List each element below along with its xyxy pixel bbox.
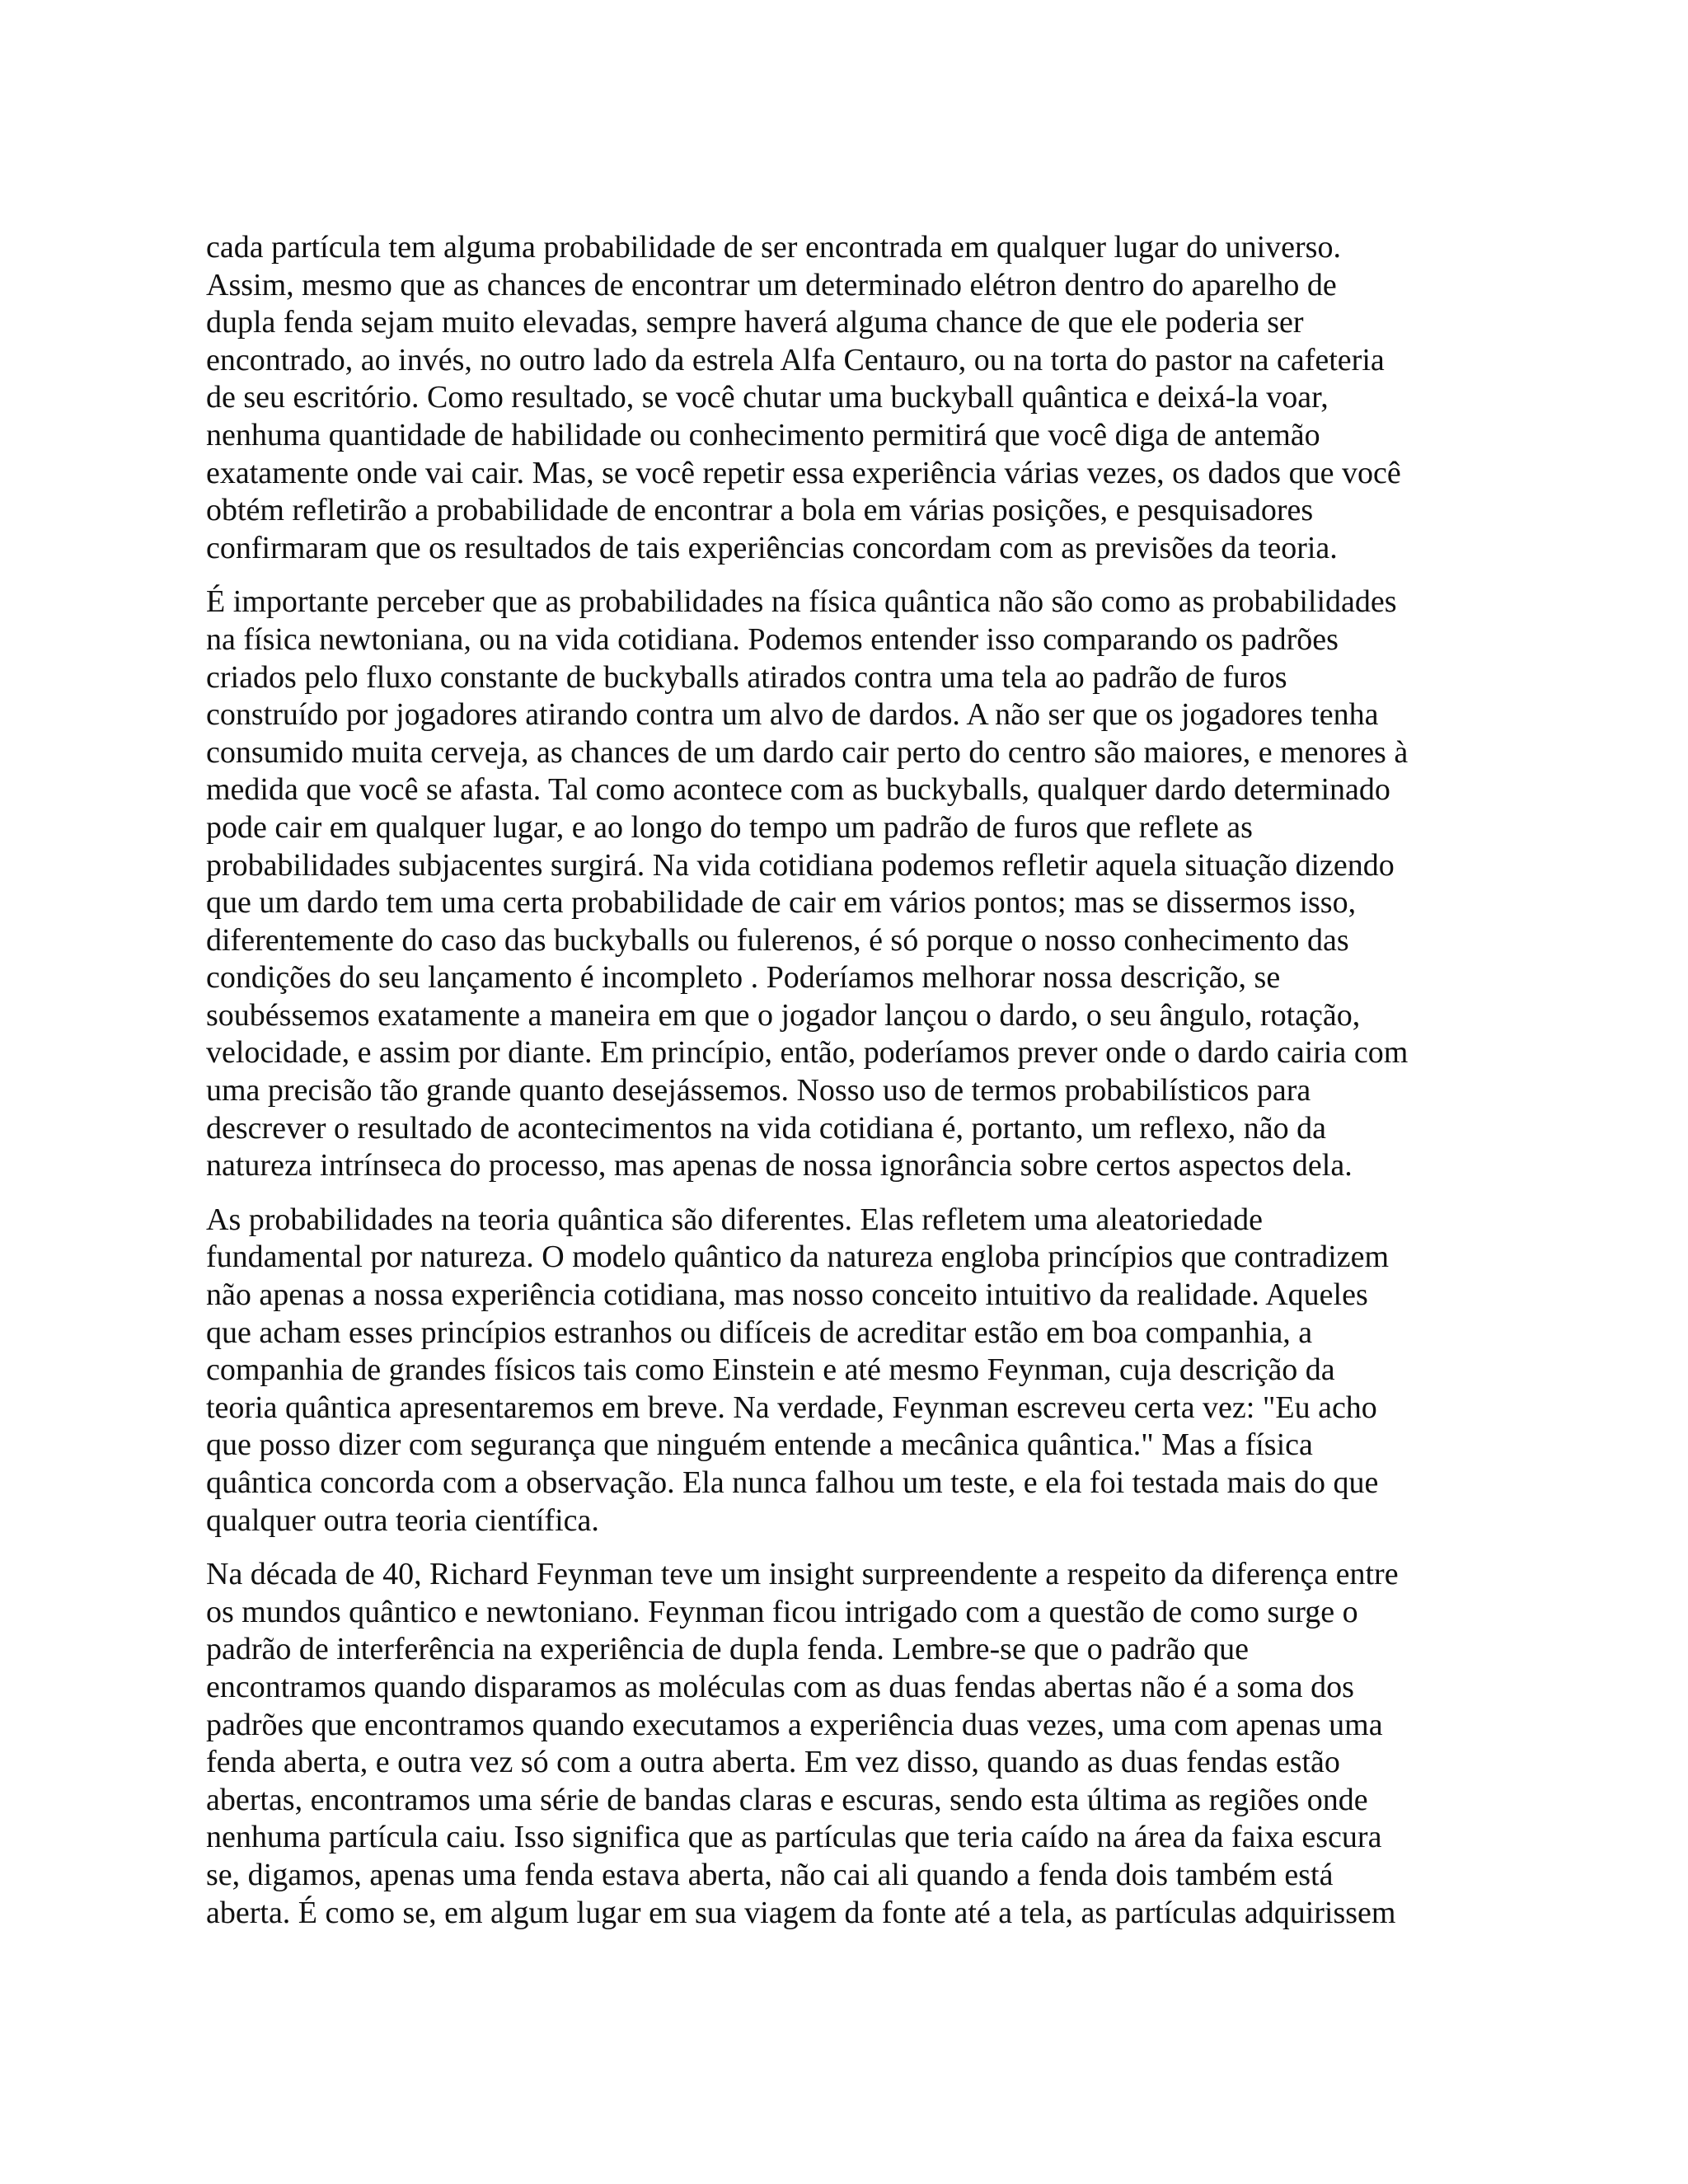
text-line: uma precisão tão grande quanto desejássemos. Nosso uso de termos probabilísticos para [206, 1073, 1311, 1108]
text-line: construído por jogadores atirando contra um alvo de dardos. A não ser que os jogadores tenha [206, 697, 1379, 733]
text-line: confirmaram que os resultados de tais experiências concordam com as previsões da teoria. [206, 530, 1338, 565]
document-page [206, 229, 1479, 1948]
text-line: Na década de 40, Richard Feynman teve um insight surpreendente a respeito da diferença entre [206, 1557, 1399, 1592]
text-line: fenda aberta, e outra vez só com a outra aberta. Em vez disso, quando as duas fendas estão [206, 1745, 1340, 1780]
text-line: qualquer outra teoria científica. [206, 1502, 599, 1538]
text-line: pode cair em qualquer lugar, e ao longo do tempo um padrão de furos que reflete as [206, 809, 1253, 845]
text-line: companhia de grandes físicos tais como Einstein e até mesmo Feynman, cuja descrição da [206, 1352, 1335, 1388]
text-line: teoria quântica apresentaremos em breve. Na verdade, Feynman escreveu certa vez: "Eu acho [206, 1390, 1377, 1425]
text-line: descrever o resultado de acontecimentos na vida cotidiana é, portanto, um reflexo, não da [206, 1110, 1327, 1146]
text-line: aberta. É como se, em algum lugar em sua viagem da fonte até a tela, as partículas adquirissem [206, 1895, 1396, 1930]
text-line: encontramos quando disparamos as moléculas com as duas fendas abertas não é a soma dos [206, 1669, 1354, 1704]
text-line: os mundos quântico e newtoniano. Feynman ficou intrigado com a questão de como surge o [206, 1594, 1358, 1629]
text-line: probabilidades subjacentes surgirá. Na vida cotidiana podemos refletir aquela situação dizendo [206, 847, 1395, 883]
text-line: medida que você se afasta. Tal como acontece com as buckyballs, qualquer dardo determinado [206, 772, 1390, 808]
text-line: cada partícula tem alguma probabilidade de ser encontrada em qualquer lugar do universo. [206, 230, 1341, 265]
text-line: dupla fenda sejam muito elevadas, sempre haverá alguma chance de que ele poderia ser [206, 305, 1304, 340]
text-line: natureza intrínseca do processo, mas apenas de nossa ignorância sobre certos aspectos dela. [206, 1148, 1353, 1183]
text-line: fundamental por natureza. O modelo quântico da natureza engloba princípios que contradizem [206, 1240, 1390, 1275]
text-line: quântica concorda com a observação. Ela nunca falhou um teste, e ela foi testada mais do que [206, 1465, 1379, 1500]
text-line: que posso dizer com segurança que ninguém entende a mecânica quântica." Mas a física [206, 1427, 1313, 1463]
text-line: exatamente onde vai cair. Mas, se você repetir essa experiência várias vezes, os dados que você [206, 455, 1401, 490]
text-line: As probabilidades na teoria quântica são diferentes. Elas refletem uma aleatoriedade [206, 1202, 1263, 1237]
text-line: de seu escritório. Como resultado, se você chutar uma buckyball quântica e deixá-la voar, [206, 380, 1329, 415]
text-line: se, digamos, apenas uma fenda estava aberta, não cai ali quando a fenda dois também está [206, 1857, 1334, 1892]
text-line: nenhuma quantidade de habilidade ou conhecimento permitirá que você diga de antemão [206, 417, 1320, 452]
text-line: É importante perceber que as probabilidades na física quântica não são como as probabilidades [206, 584, 1397, 620]
text-line: condições do seu lançamento é incompleto . Poderíamos melhorar nossa descrição, se [206, 960, 1281, 996]
text-line: encontrado, ao invés, no outro lado da estrela Alfa Centauro, ou na torta do pastor na cafeteria [206, 342, 1385, 377]
text-line: padrões que encontramos quando executamos a experiência duas vezes, uma com apenas uma [206, 1707, 1383, 1742]
body-paragraph [206, 583, 1479, 1185]
text-line: não apenas a nossa experiência cotidiana, mas nosso conceito intuitivo da realidade. Aqueles [206, 1277, 1368, 1313]
text-line: diferentemente do caso das buckyballs ou fulerenos, é só porque o nosso conhecimento das [206, 922, 1349, 958]
text-line: criados pelo fluxo constante de buckyballs atirados contra uma tela ao padrão de furos [206, 659, 1287, 695]
text-line: abertas, encontramos uma série de bandas claras e escuras, sendo esta última as regiões onde [206, 1782, 1368, 1817]
text-line: nenhuma partícula caiu. Isso significa que as partículas que teria caído na área da faixa escura [206, 1820, 1382, 1855]
text-line: soubéssemos exatamente a maneira em que o jogador lançou o dardo, o seu ângulo, rotação, [206, 997, 1361, 1033]
text-line: consumido muita cerveja, as chances de um dardo cair perto do centro são maiores, e menores à [206, 734, 1409, 770]
text-line: Assim, mesmo que as chances de encontrar um determinado elétron dentro do aparelho de [206, 267, 1337, 302]
text-line: velocidade, e assim por diante. Em princípio, então, poderíamos prever onde o dardo cairia com [206, 1035, 1409, 1071]
text-line: na física newtoniana, ou na vida cotidiana. Podemos entender isso comparando os padrões [206, 621, 1339, 657]
text-line: que um dardo tem uma certa probabilidade de cair em vários pontos; mas se dissermos isso, [206, 885, 1357, 921]
text-line: obtém refletirão a probabilidade de encontrar a bola em várias posições, e pesquisadores [206, 493, 1314, 528]
text-line: que acham esses princípios estranhos ou difíceis de acreditar estão em boa companhia, a [206, 1315, 1313, 1350]
body-paragraph [206, 1202, 1479, 1540]
text-line: padrão de interferência na experiência de dupla fenda. Lembre-se que o padrão que [206, 1632, 1249, 1667]
body-paragraph [206, 229, 1479, 567]
body-paragraph [206, 1556, 1479, 1932]
